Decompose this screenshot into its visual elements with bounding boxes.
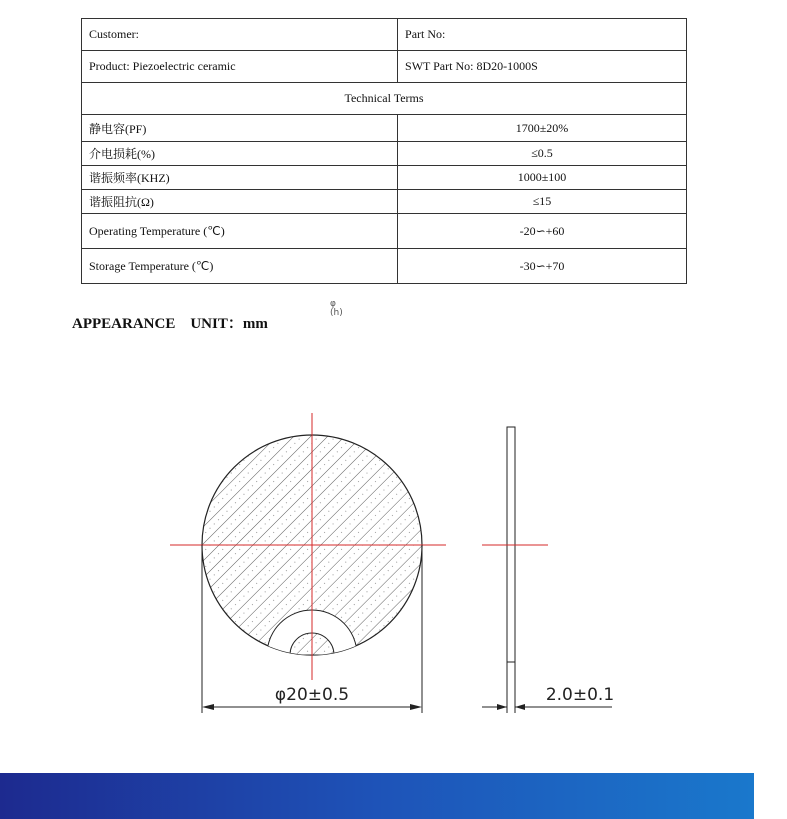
part-no-label: Part No: (398, 19, 687, 51)
spec-value: -20∽+60 (398, 214, 687, 249)
arrowhead-right (410, 704, 422, 710)
spec-value: 1000±100 (398, 166, 687, 190)
thickness-arrow-left (497, 704, 507, 710)
footer-banner (0, 773, 754, 819)
diameter-label: φ20±0.5 (274, 685, 350, 705)
thickness-label: 2.0±0.1 (545, 685, 615, 705)
swt-part-no: SWT Part No: 8D20-1000S (398, 51, 687, 83)
product-label: Product: Piezoelectric ceramic (82, 51, 398, 83)
spec-name: Operating Temperature (℃) (82, 214, 398, 249)
spec-name: 静电容(PF) (82, 115, 398, 142)
thickness-arrow-right (515, 704, 525, 710)
spec-name: Storage Temperature (℃) (82, 249, 398, 284)
customer-label: Customer: (82, 19, 398, 51)
unit-note: φ (h) (330, 299, 343, 318)
spec-name: 介电损耗(%) (82, 142, 398, 166)
spec-value: 1700±20% (398, 115, 687, 142)
unit-label: UNIT：mm (190, 316, 268, 332)
arrowhead-left (202, 704, 214, 710)
spec-name: 谐振频率(KHZ) (82, 166, 398, 190)
spec-value: ≤0.5 (398, 142, 687, 166)
spec-name: 谐振阻抗(Ω) (82, 190, 398, 214)
spec-value: -30∽+70 (398, 249, 687, 284)
spec-value: ≤15 (398, 190, 687, 214)
appearance-title: APPEARANCE (72, 316, 176, 332)
technical-terms-header: Technical Terms (82, 83, 687, 115)
